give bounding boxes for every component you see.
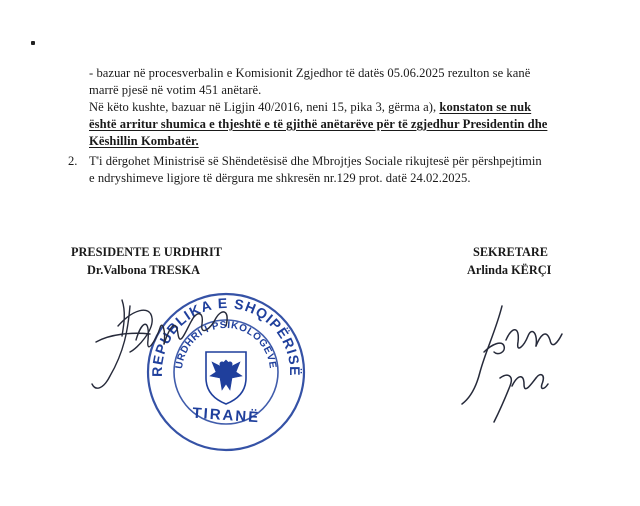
paragraph-2-line-3: Këshillin Kombatër.	[89, 134, 199, 148]
right-handwritten-signature	[462, 306, 562, 422]
item-2-line-1: T'i dërgohet Ministrisë së Shëndetësisë dhe Mbrojtjes Sociale rikujtesë për përshpejtimin	[89, 154, 542, 168]
paragraph-1-line-2: marrë pjesë në votim 451 anëtarë.	[89, 83, 262, 97]
paragraph-2-plain-text: Në këto kushte, bazuar në Ligjin 40/2016, neni 15, pika 3, gërma a),	[89, 100, 440, 114]
left-signatory-title: PRESIDENTE E URDHRIT	[71, 245, 223, 259]
stamp-outer-text: REPUBLIKA E SHQIPËRISË	[148, 294, 304, 377]
paragraph-1-line-1: - bazuar në procesverbalin e Komisionit Zgjedhor të datës 05.06.2025 rezulton se kanë	[89, 66, 531, 80]
stamp-inner-text: URDHRI I PSIKOLOGËVE	[174, 319, 278, 370]
official-stamp	[148, 294, 304, 450]
paragraph-2-line-2: është arritur shumica e thjeshtë e të gjithë anëtarëve për të zgjedhur Presidentin dhe	[89, 117, 548, 131]
right-signatory-title: SEKRETARE	[473, 245, 548, 259]
stamp-bottom-text: TIRANË	[191, 404, 261, 427]
right-signatory-name: Arlinda KËRÇI	[467, 263, 552, 277]
left-signatory-name: Dr.Valbona TRESKA	[87, 263, 200, 277]
item-2-number: 2.	[68, 154, 78, 168]
item-2-line-2: e ndryshimeve ligjore të dërgura me shkresën nr.129 prot. datë 24.02.2025.	[89, 171, 471, 185]
paragraph-2-bold-start: konstaton se nuk	[439, 100, 532, 114]
eagle-emblem-icon	[206, 352, 246, 404]
